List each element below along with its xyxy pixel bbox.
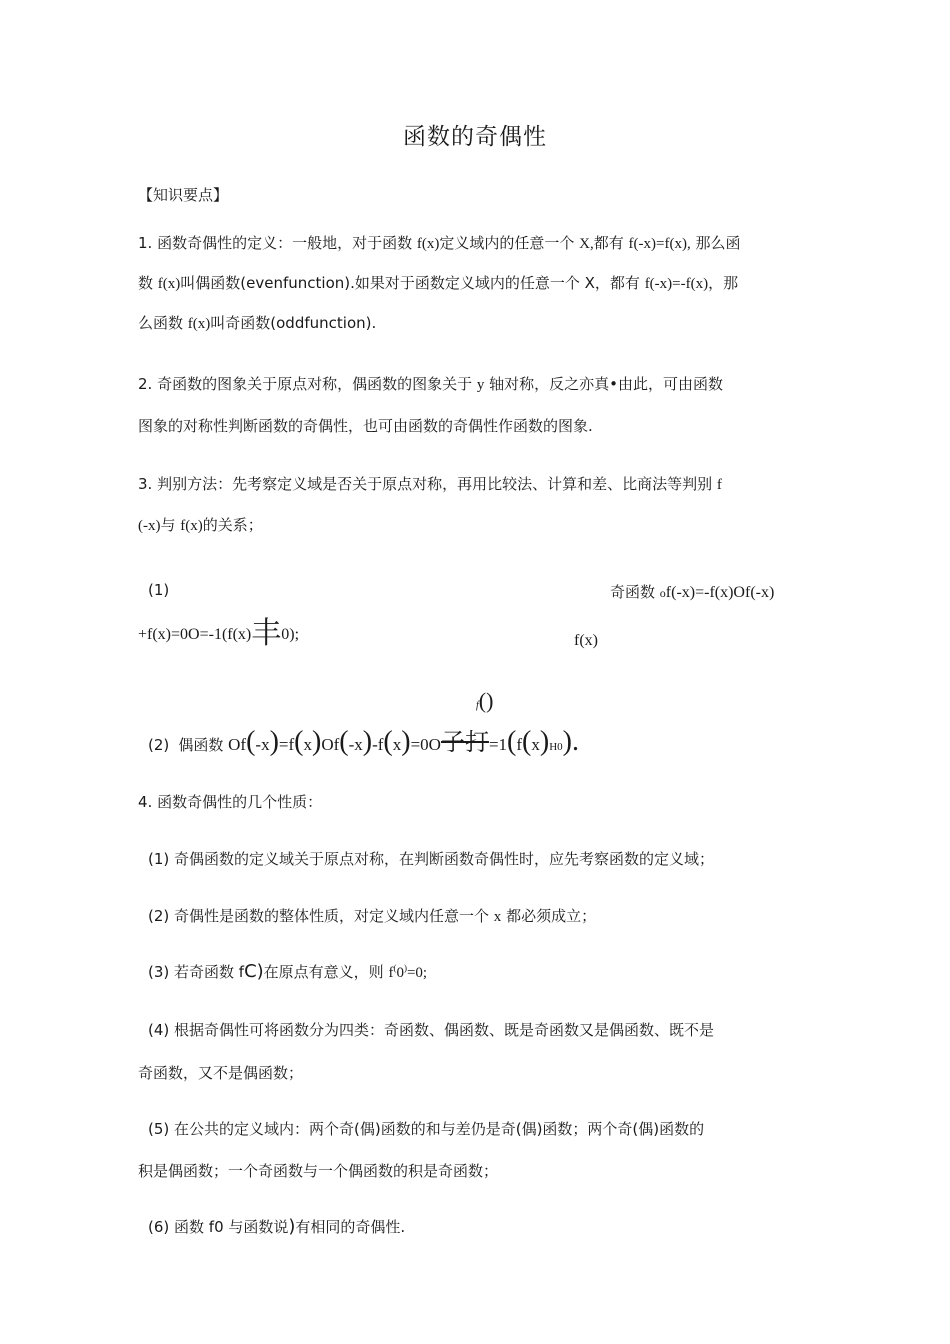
case-2-numerator: f() <box>476 688 494 713</box>
definition-line-3: 么函数 f(x)叫奇函数(oddfunction). <box>138 314 377 332</box>
case-1-formula-line-2: +f(x)=0O=-1(f(x)丰0); <box>138 616 300 651</box>
property-4-line-2: 奇函数，又不是偶函数； <box>138 1064 304 1082</box>
symmetry-line-2: 图象的对称性判断函数的奇偶性，也可由函数的奇偶性作函数的图象. <box>138 417 593 435</box>
property-3: (3) 若奇函数 fC)在原点有意义，则 f(0)=0; <box>148 961 428 982</box>
symmetry-line-1: 2. 奇函数的图象关于原点对称，偶函数的图象关于 y 轴对称，反之亦真•由此，可由函数 <box>138 375 723 393</box>
property-5-line-1: (5) 在公共的定义域内：两个奇(偶)函数的和与差仍是奇(偶)函数；两个奇(偶)函数的 <box>148 1120 705 1138</box>
case-1-label: (1) <box>148 581 170 599</box>
method-line-1: 3. 判别方法：先考察定义域是否关于原点对称，再用比较法、计算和差、比商法等判别 f <box>138 475 722 493</box>
definition-line-1: 1. 函数奇偶性的定义：一般地，对于函数 f(x)定义域内的任意一个 X,都有 f(-x)=f(x), 那么函 <box>138 234 741 252</box>
property-5-line-2: 积是偶函数；一个奇函数与一个偶函数的积是奇函数； <box>138 1162 499 1180</box>
method-line-2: (-x)与 f(x)的关系； <box>138 516 263 534</box>
property-4-line-1: (4) 根据奇偶性可将函数分为四类：奇函数、偶函数、既是奇函数又是偶函数、既不是 <box>148 1021 715 1039</box>
property-1: (1) 奇偶函数的定义域关于原点对称，在判断函数奇偶性时，应先考察函数的定义域； <box>148 850 715 868</box>
definition-line-2: 数 f(x)叫偶函数(evenfunction).如果对于函数定义域内的任意一个 X，都有 f(-x)=-f(x)，那 <box>138 274 739 292</box>
case-2-formula: (2) 偶函数 Of(-x)=f(x)Of(-x)-f(x)=0O子打=1(f(x)H0). <box>148 726 579 757</box>
property-6: (6) 函数 f0 与函数说)有相同的奇偶性. <box>148 1216 406 1237</box>
section-header: 【知识要点】 <box>138 186 229 204</box>
case-1-denominator: f(x) <box>574 632 598 649</box>
property-2: (2) 奇偶性是函数的整体性质，对定义域内任意一个 x 都必须成立； <box>148 907 597 925</box>
page-title: 函数的奇偶性 <box>403 124 547 150</box>
properties-header: 4. 函数奇偶性的几个性质： <box>138 793 323 811</box>
case-1-formula-right: 奇函数 of(-x)=-f(x)Of(-x) <box>610 583 775 601</box>
